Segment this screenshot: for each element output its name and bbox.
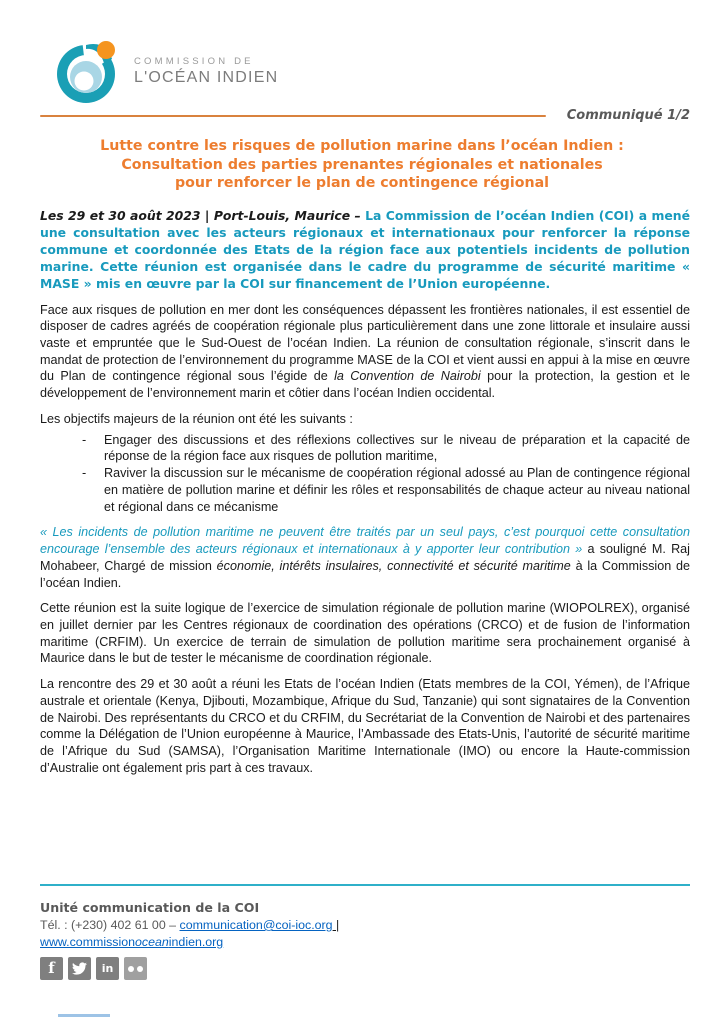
quote-attribution-role-italic: économie, intérêts insulaires, connectivité et sécurité maritime [216,558,571,573]
footer-contact-line [40,918,690,932]
coi-logo-text [134,56,278,87]
paragraph-context-part2: pour la protection, la gestion et le développement de l’environnement marin et côtier dans l’océan Indien occidental. [40,369,690,401]
website-part1: www.commission [40,935,136,949]
header [0,0,724,123]
website-part2: ocean [135,935,169,949]
bottom-page-mark [58,1014,110,1017]
quote-attribution-2: à la Commission de l’océan Indien. [40,558,691,590]
footer-separator: | [332,918,340,932]
lead-paragraph [40,208,690,292]
facebook-glyph: f [48,959,55,977]
footer-teal-rule [40,884,690,886]
paragraph-context-part1: Face aux risques de pollution en mer dont les conséquences dépassent les frontières nationales, il est essentiel de disposer de cadres agréés de coopération régionale plus particulièrement dans une zone littorale et insulaire aussi vaste et empruntée que le Sud-Ouest de l’océan Indien. La réunion de consultation régionale, s’inscrit dans le mandat de protection de l’environnement du programme MASE de la COI et vient aussi en appui à la mise en œuvre du Plan de contingence régional sous l’égide de [40,302,690,384]
quote-paragraph [40,524,690,591]
paragraph-context [40,302,690,402]
nairobi-convention-italic: la Convention de Nairobi [334,369,481,384]
objectives-intro: Les objectifs majeurs de la réunion ont été les suivants : [40,411,353,426]
flickr-icon[interactable] [124,957,147,980]
twitter-icon[interactable] [68,957,91,980]
title-line-1: Lutte contre les risques de pollution marine dans l’océan Indien : [100,138,624,154]
dateline: Les 29 et 30 août 2023 | Port-Louis, Maurice – [40,208,366,224]
objective-1: Engager des discussions et des réflexions collectives sur le niveau de préparation et la capacité de réponse de la région face aux risques de pollution maritime, [104,432,690,464]
document-body [40,208,690,776]
communique-label: Communiqué 1/2 [566,108,690,123]
logo-line2: L'OCÉAN INDIEN [134,68,279,86]
footer [40,884,690,980]
flickr-dots [128,966,143,972]
quote-text: « Les incidents de pollution maritime ne peuvent être traités par un seul pays, c’est pourquoi cette consultation encourage l’ensemble des acteurs régionaux et internationaux à y apporter leur contribution » [40,525,690,557]
coi-logo [56,38,690,104]
linkedin-icon[interactable] [96,957,119,980]
list-item [82,432,690,465]
paragraph-wiopolrex: Cette réunion est la suite logique de l’exercice de simulation régionale de pollution marine (WIOPOLREX), organisé en juillet dernier par les Centres régionaux de coordination des opérations (CRCO) et de fusion de l’information maritime (CRFIM). Un exercice de terrain de simulation de pollution maritime sera prochainement organisé à Maurice dans le but de tester le mécanisme de coordination régionale. [40,601,690,666]
paragraph-participants: La rencontre des 29 et 30 août a réuni les Etats de l’océan Indien (Etats membres de la COI, Yémen), de l’Afrique australe et orientale (Kenya, Djibouti, Mozambique, Afrique du Sud, Tanzanie) qui sont signataires de la Convention de Nairobi. Des représentants du CRCO et du CRFIM, du Secrétariat de la Convention de Nairobi et des partenaires comme la Délégation de l’Union européenne à Maurice, l’Ambassade des Etats-Unis, l’autorité de sécurité maritime de l’Afrique du Sud (SAMSA), l’Organisation Maritime Internationale (IMO) ou encore la Haute-commission d’Australie ont également pris part à ces travaux. [40,677,690,775]
social-icons-row [40,957,690,980]
footer-tel: Tél. : (+230) 402 61 00 – [40,918,180,932]
footer-website-line [40,935,690,949]
facebook-icon[interactable] [40,957,63,980]
lead-text: La Commission de l’océan Indien (COI) a mené une consultation avec les acteurs régionaux et internationaux pour renforcer la réponse commune et coordonnée des Etats de la région face aux potentiels incidents de pollution marine. Cette réunion est organisée dans le cadre du programme de sécurité maritime « MASE » mis en œuvre par la COI sur financement de l’Union européenne. [40,208,690,291]
website-link[interactable] [40,935,223,949]
quote-attribution-1: a souligné M. Raj Mohabeer, Chargé de mission [40,542,690,573]
bullet-marker: - [82,466,87,481]
email-link[interactable]: communication@coi-ioc.org [179,918,333,932]
title-line-3: pour renforcer le plan de contingence régional [174,175,550,192]
list-item [82,465,690,515]
page-title [40,137,684,193]
website-part3: indien.org [168,935,224,949]
title-line-2: Consultation des parties prenantes régionales et nationales [121,156,603,173]
footer-unit-label: Unité communication de la COI [40,900,260,915]
header-rule-row [40,108,690,123]
header-orange-rule [40,115,546,117]
objectives-list [40,432,690,516]
logo-line1: COMMISSION DE [134,55,254,67]
objective-2: Raviver la discussion sur le mécanisme de coopération régional adossé au Plan de contingence régional en matière de pollution marine et définir les rôles et responsabilités de chaque acteur au niveau national et régional dans ce mécanisme [104,466,690,514]
linkedin-glyph: in [101,962,114,975]
bullet-marker: - [82,432,87,447]
coi-logo-icon [56,37,122,105]
